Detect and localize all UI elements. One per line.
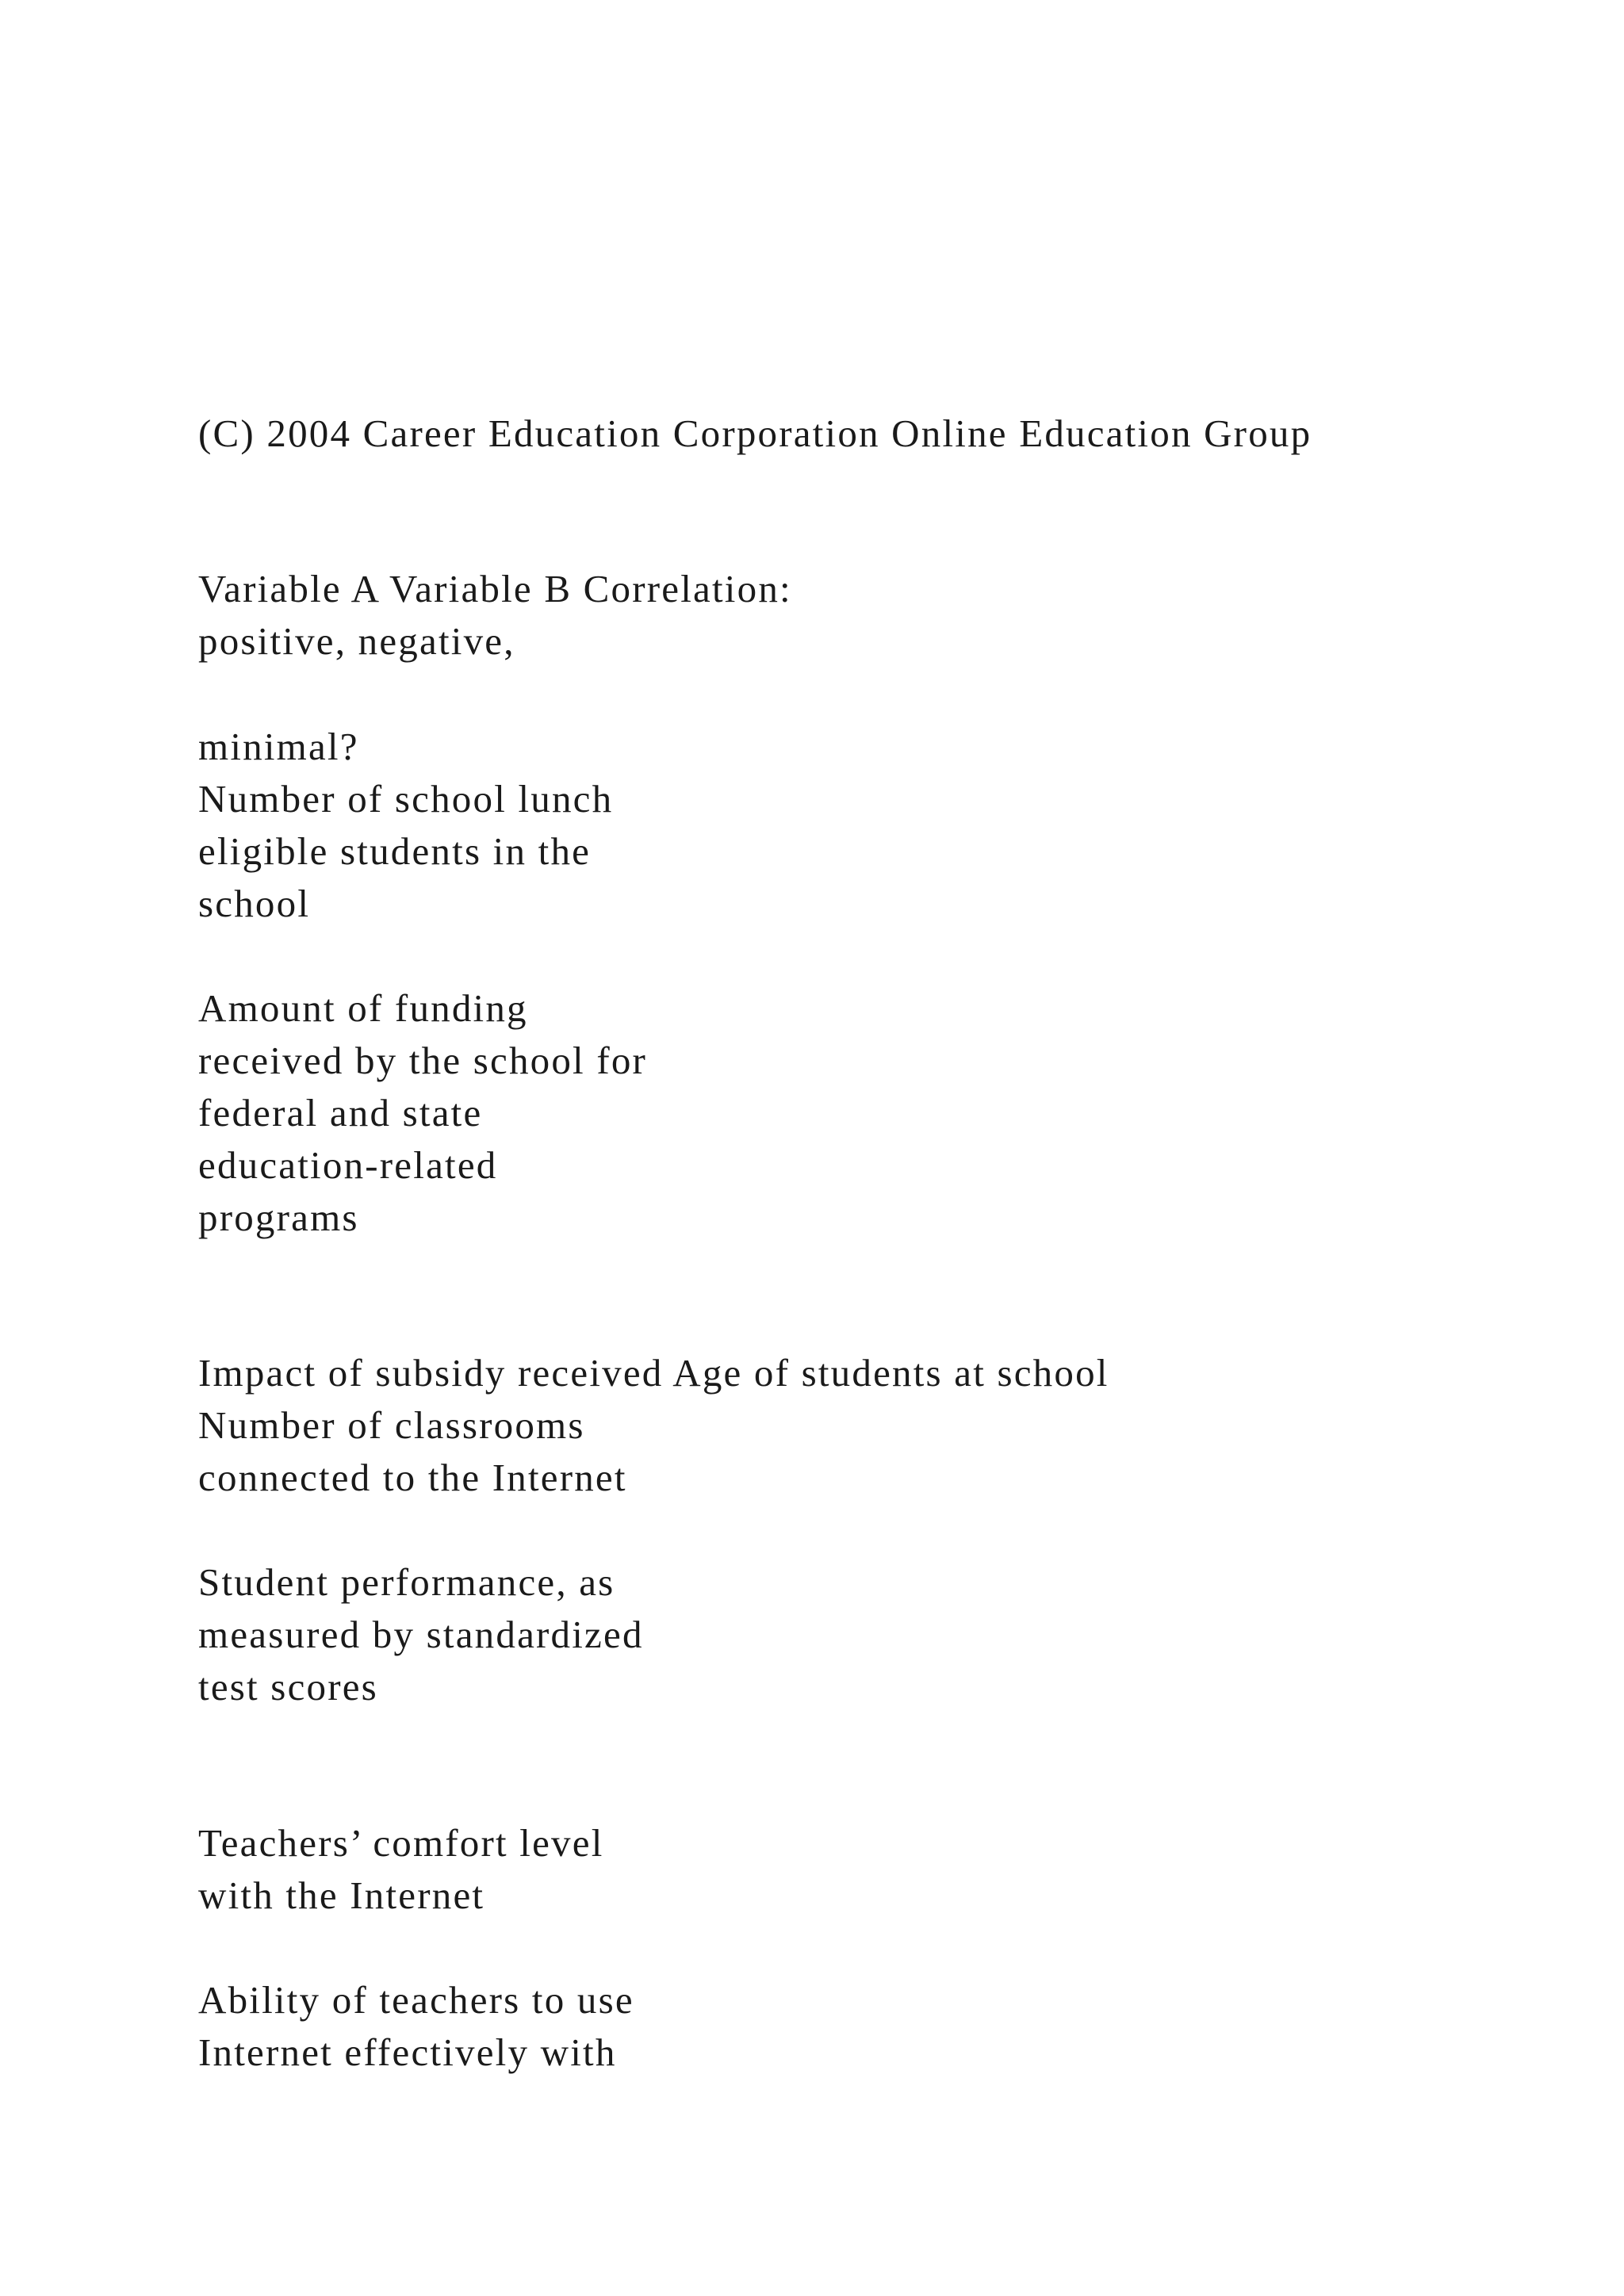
table-header-line: Variable A Variable B Correlation: <box>198 567 792 610</box>
variable-b-text: programs <box>198 1196 359 1239</box>
variable-a-text: connected to the Internet <box>198 1456 627 1499</box>
variable-a-text: Teachers’ comfort level <box>198 1821 604 1865</box>
variable-a-text: school <box>198 882 311 925</box>
variable-a-text: with the Internet <box>198 1873 485 1917</box>
variable-a-text: eligible students in the <box>198 829 592 873</box>
variable-b-text: test scores <box>198 1665 378 1709</box>
table-header-line: minimal? <box>198 725 359 768</box>
row-text: Impact of subsidy received Age of students at school <box>198 1351 1109 1395</box>
variable-b-text: measured by standardized <box>198 1613 644 1656</box>
variable-a-text: Number of school lunch <box>198 777 614 821</box>
variable-b-text: received by the school for <box>198 1039 648 1082</box>
variable-b-text: federal and state <box>198 1091 483 1135</box>
variable-b-text: Internet effectively with <box>198 2030 617 2074</box>
variable-b-text: education-related <box>198 1143 498 1187</box>
variable-a-text: Number of classrooms <box>198 1403 585 1447</box>
variable-b-text: Ability of teachers to use <box>198 1978 634 2022</box>
variable-b-text: Amount of funding <box>198 986 528 1030</box>
variable-b-text: Student performance, as <box>198 1560 615 1604</box>
table-header-line: positive, negative, <box>198 619 515 663</box>
copyright-line: (C) 2004 Career Education Corporation Online Education Group <box>198 411 1312 455</box>
